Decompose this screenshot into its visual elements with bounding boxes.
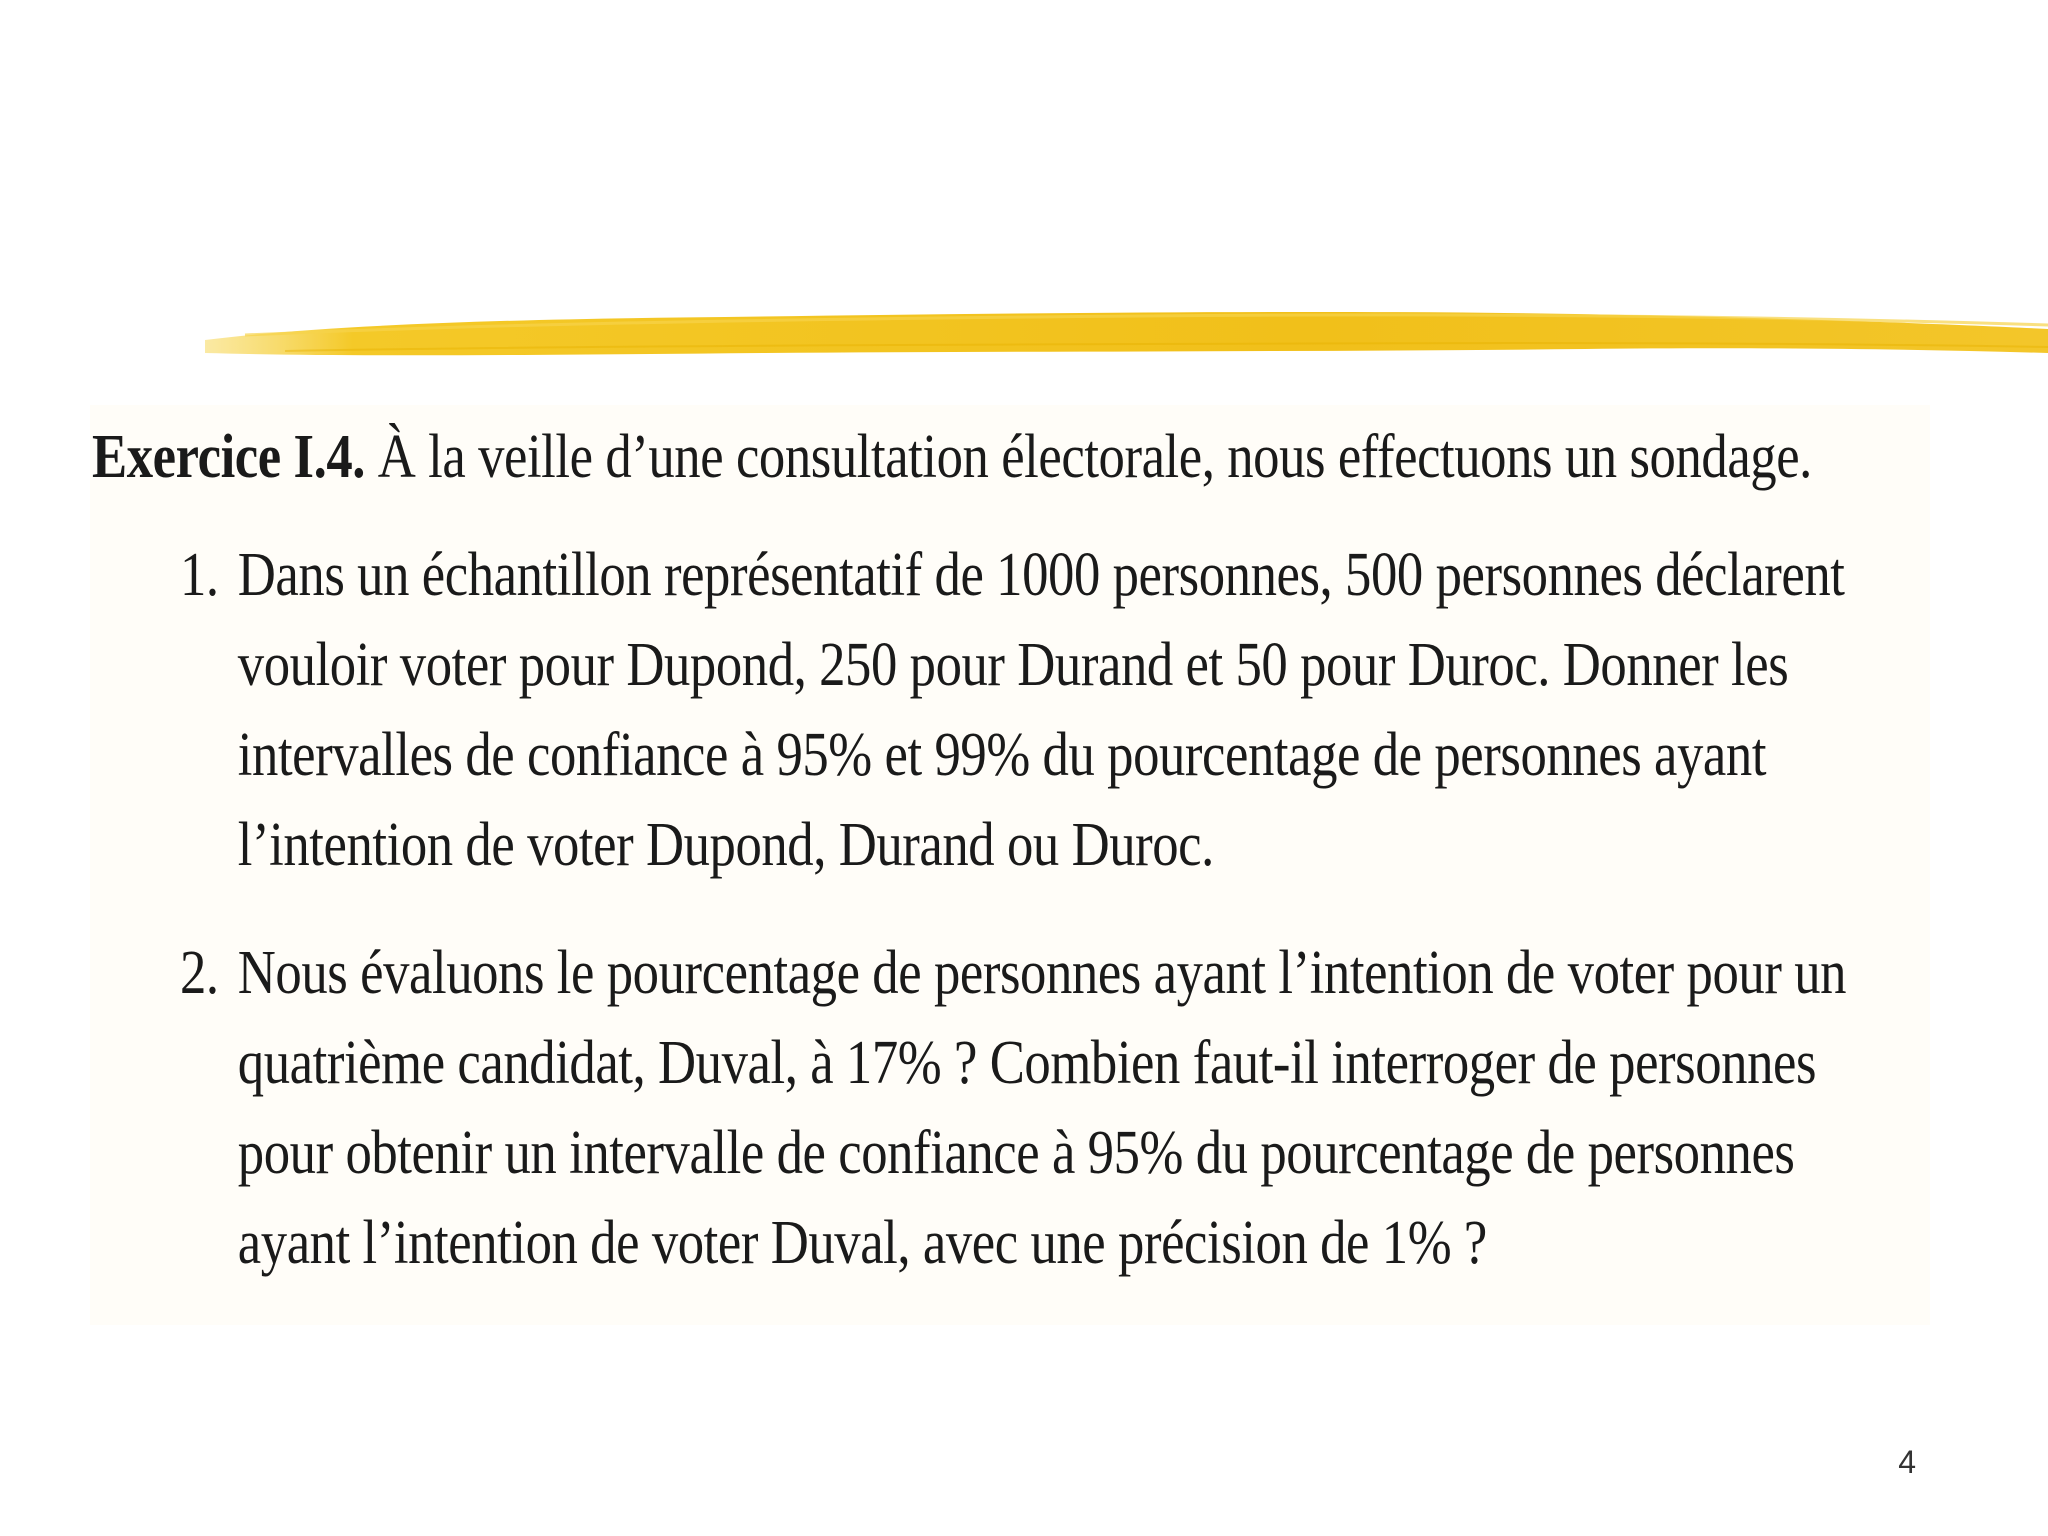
- question-line: intervalles de confiance à 95% et 99% du pourcentage de personnes ayant: [237, 721, 1767, 789]
- exercise-heading: [92, 412, 1812, 502]
- question-line: vouloir voter pour Dupond, 250 pour Durand et 50 pour Duroc. Donner les: [237, 631, 1789, 699]
- page-number: 4: [1898, 1444, 1916, 1480]
- question-line: Dans un échantillon représentatif de 1000 personnes, 500 personnes déclarent: [237, 541, 1845, 609]
- question-line: l’intention de voter Dupond, Durand ou Duroc.: [237, 811, 1214, 879]
- question-text: [238, 530, 1845, 890]
- question-number: 1.: [180, 541, 219, 609]
- exercise-label: Exercice I.4.: [92, 423, 366, 491]
- question-line: Nous évaluons le pourcentage de personnes ayant l’intention de voter pour un: [237, 939, 1847, 1007]
- question-line: pour obtenir un intervalle de confiance à 95% du pourcentage de personnes: [237, 1119, 1795, 1187]
- question-text: [238, 928, 1846, 1288]
- exercise-intro: À la veille d’une consultation électorale, nous effectuons un sondage.: [377, 423, 1812, 491]
- yellow-brush-divider: [205, 295, 2048, 375]
- question-number: 2.: [180, 939, 219, 1007]
- question-line: ayant l’intention de voter Duval, avec une précision de 1% ?: [237, 1209, 1487, 1277]
- question-line: quatrième candidat, Duval, à 17% ? Combien faut-il interroger de personnes: [237, 1029, 1817, 1097]
